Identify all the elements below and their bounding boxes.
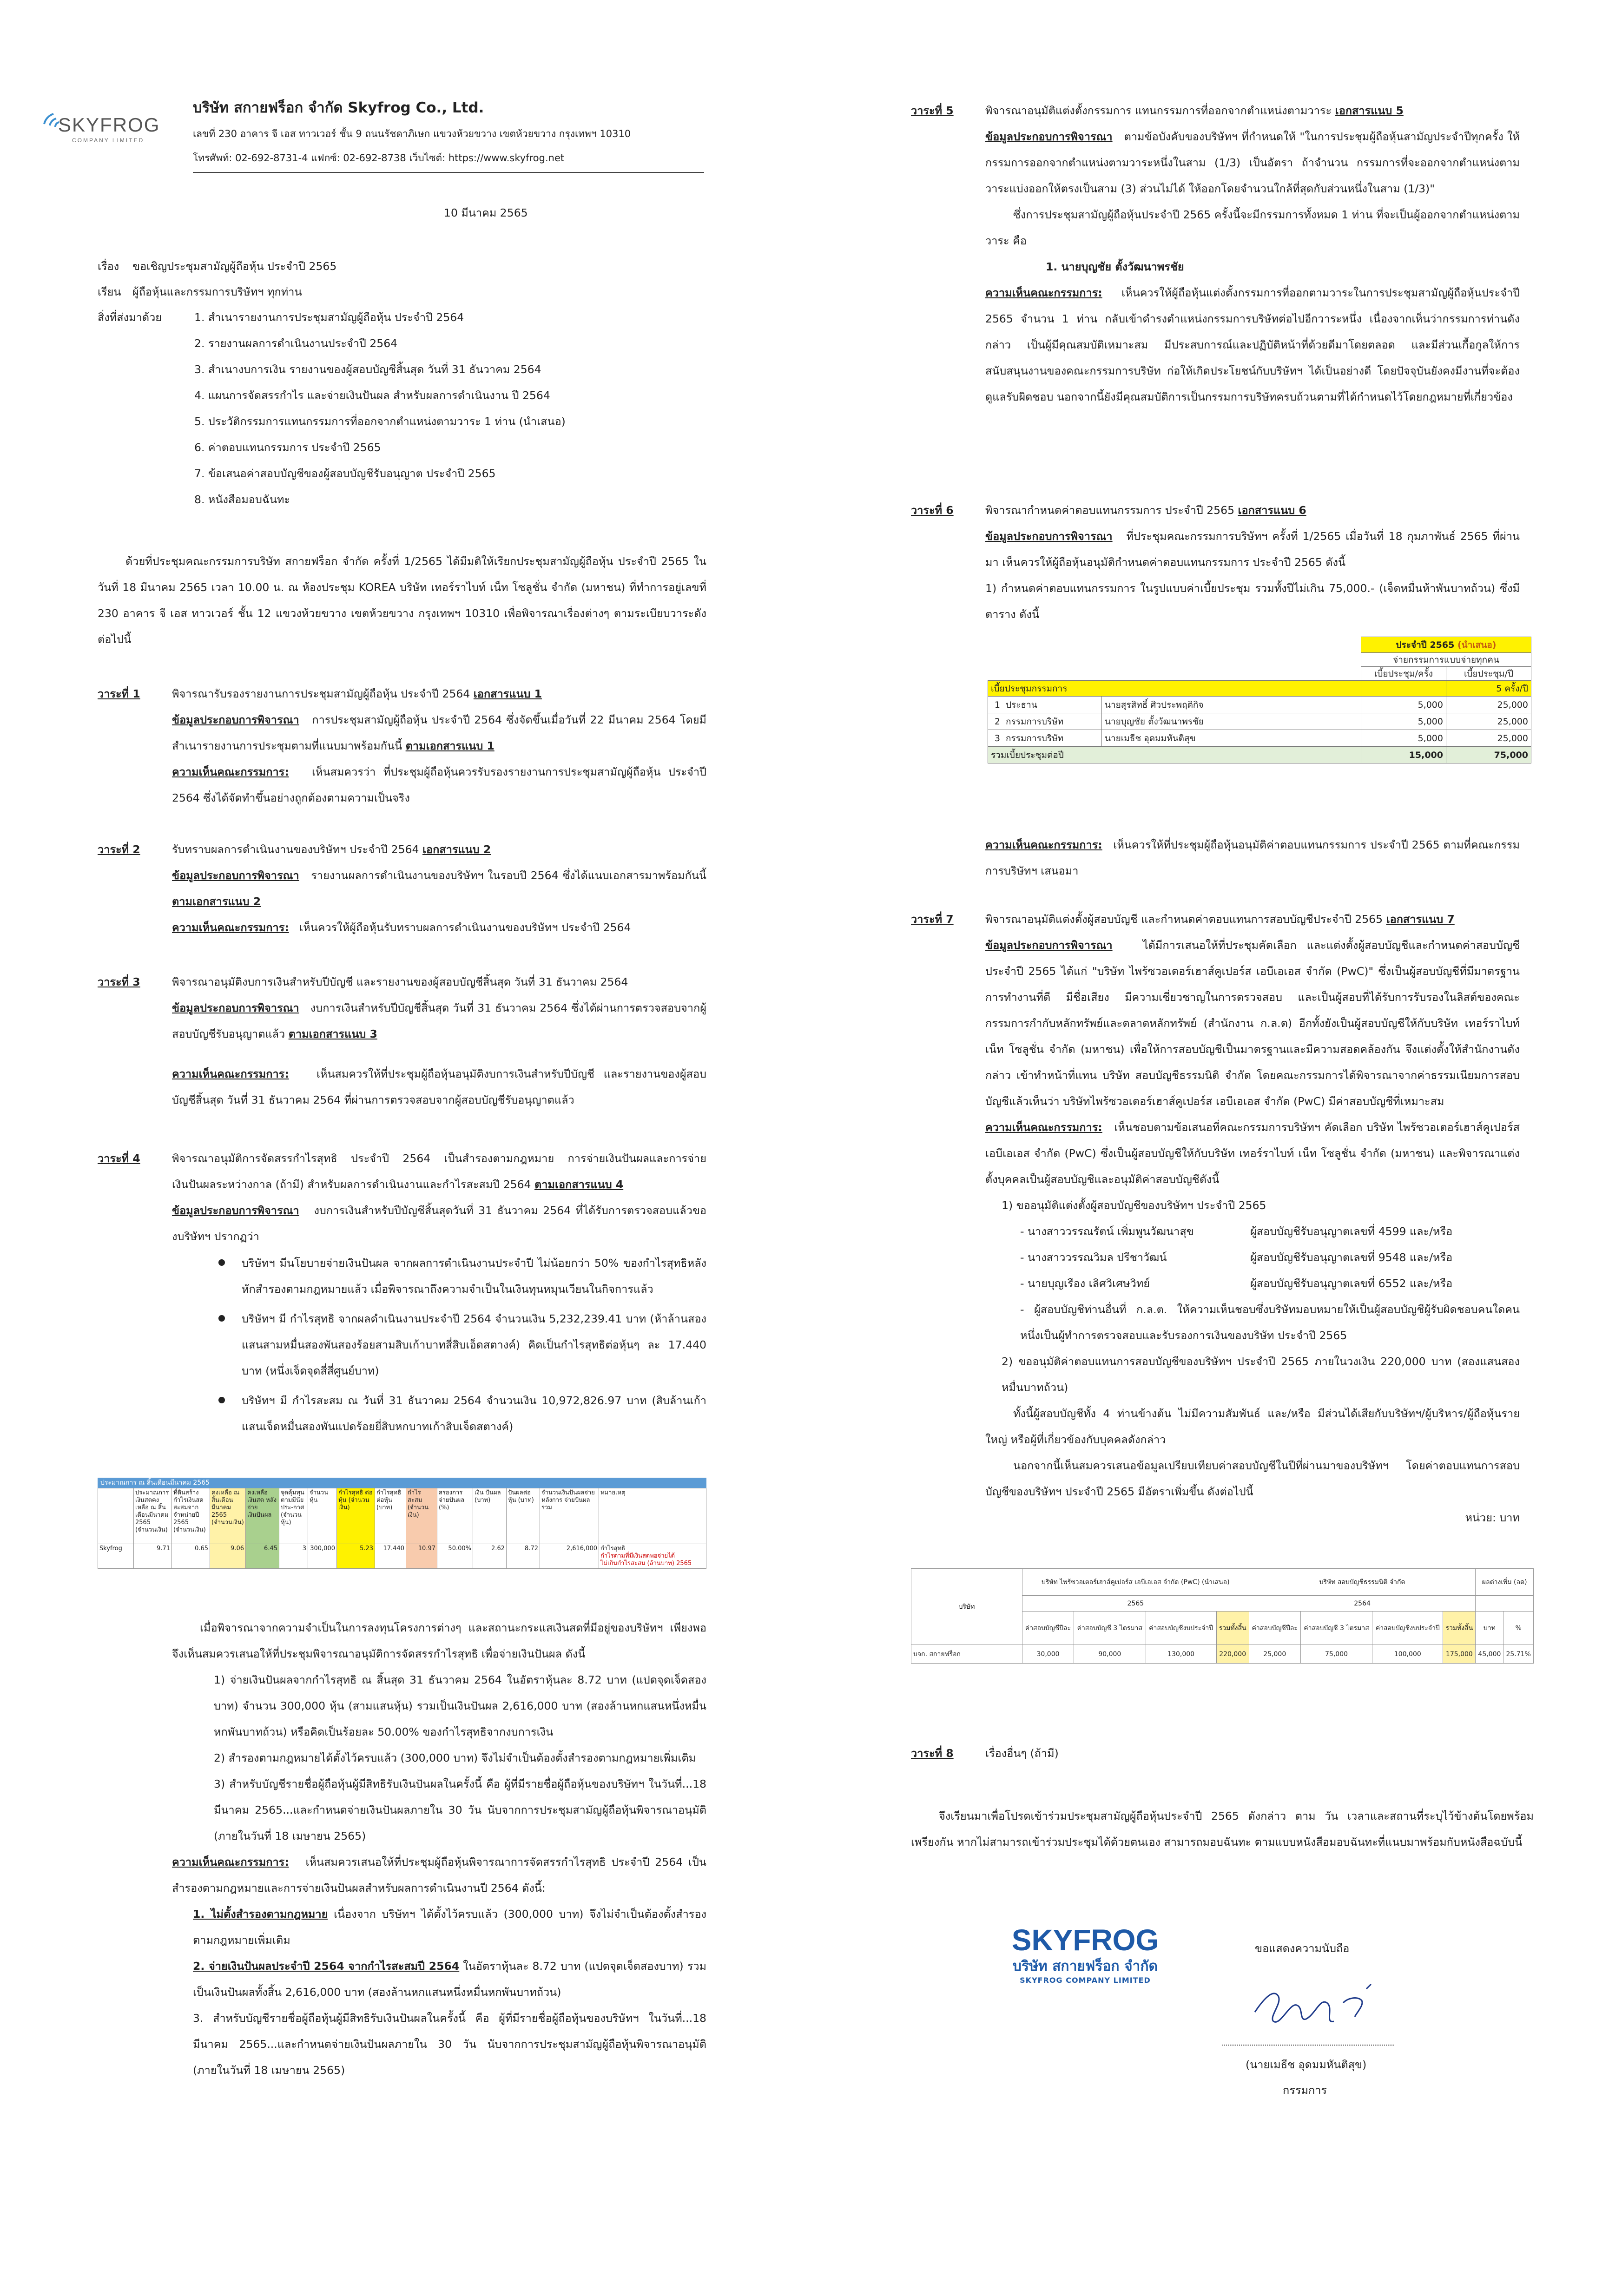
agenda-6-info-label: ข้อมูลประกอบการพิจารณา [985,530,1113,543]
table-header: กำไรสุทธิ ต่อหุ้น (บาท) [375,1488,406,1544]
fee-row-no: 2 [988,713,1003,730]
fee-meeting-count: 5 ครั้ง/ปี [1446,681,1531,697]
fee-cell: 220,000 [1216,1645,1249,1664]
logo-subtext: COMPANY LIMITED [72,137,145,144]
table-header: กำไรสุทธิ ต่อหุ้น (จำนวนเงิน) [337,1488,375,1544]
agenda-6-item1: 1) กำหนดค่าตอบแทนกรรมการ ในรูปแบบค่าเบี้ยประชุม รวมทั้งปีไม่เกิน 75,000.- (เจ็ดหมื่นห้าพันบาทถ้วน) ซึ่งมีตาราง ดังนี้ [985,582,1520,621]
table-header: คงเหลือ ณ สิ้นเดือนมีนาคม 2565 (จำนวนเงิน) [210,1488,246,1544]
agenda-3-info-label: ข้อมูลประกอบการพิจารณา [172,1001,299,1014]
agenda-5-nominee: 1. นายบุญชัย ตั้งวัฒนาพรชัย [1046,260,1184,273]
audit-fee-table [911,1568,1534,1664]
fee-col-header: เบี้ยประชุม/ครั้ง [1361,667,1446,681]
auditor-list [985,1218,1520,1296]
agenda-1-info: การประชุมสามัญผู้ถือหุ้น ประจำปี 2564 ซึ่งจัดขึ้นเมื่อวันที่ 22 มีนาคม 2564 โดยมีสำเนารายงานการประชุมตามที่แนบมาพร้อมกันนี้ [172,713,706,752]
bullet-icon [218,1315,225,1322]
agenda-3-opinion-label: ความเห็นคณะกรรมการ: [172,1067,289,1080]
fee-cell: 75,000 [1300,1645,1372,1664]
fee-subheader: ค่าสอบบัญชีปีละ [1022,1612,1074,1645]
agenda-6-body [985,497,1520,627]
director-fee-table [988,637,1531,763]
agenda-7-opinion-label: ความเห็นคณะกรรมการ: [985,1121,1102,1134]
table-cell: 17.440 [375,1544,406,1569]
agenda-5-info-label: ข้อมูลประกอบการพิจารณา [985,130,1113,143]
enclosure-item: 8. หนังสือมอบฉันทะ [194,493,290,506]
fee-pwc-header: บริษัท ไพร้ซวอเตอร์เฮาส์คูเปอร์ส เอบีเอเอส จำกัด (PwC) (นำเสนอ) [1022,1569,1249,1596]
subject-label: เรื่อง [98,260,119,273]
table-cell: 50.00% [437,1544,473,1569]
fee-row-role: กรรมการบริษัท [1003,730,1102,747]
agenda-2-info: รายงานผลการดำเนินงานของบริษัทฯ ในรอบปี 2564 ซึ่งได้แนบเอกสารมาพร้อมกันนี้ [311,869,706,882]
table-header: ปันผลต่อ หุ้น (บาท) [507,1488,540,1544]
fee-cell: 90,000 [1074,1645,1146,1664]
agenda-4-continued [172,1615,706,2083]
company-address: เลขที่ 230 อาคาร จี เอส ทาวเวอร์ ชั้น 9 ถนนรัชดาภิเษก แขวงห้วยขวาง เขตห้วยขวาง กรุงเทพฯ 10310 [193,128,631,139]
agenda-1-doc: เอกสารแนบ 1 [473,687,542,700]
agenda-4-opinion-label: ความเห็นคณะกรรมการ: [172,1855,289,1868]
table-cell: 2.62 [473,1544,507,1569]
agenda-2-doc: เอกสารแนบ 2 [422,843,491,856]
agenda-4-doc: ตามเอกสารแนบ 4 [534,1178,624,1191]
agenda-7-info: ได้มีการเสนอให้ที่ประชุมคัดเลือก และแต่งตั้งผู้สอบบัญชีและกำหนดค่าสอบบัญชี ประจำปี 2565 ได้แก่ "บริษัท ไพร้ซวอเตอร์เฮาส์คูเปอร์ส เอบีเอเอส จำกัด (PwC)" ซึ่งเป็นผู้สอบบัญชีที่มีมาตรฐานการทำงานที่ดี มีชื่อเสียง มีความเชี่ยวชาญในการตรวจสอบ และเป็นผู้สอบที่ได้รับการรับรองในลิสต์ของคณะกรรมการกำกับหลักทรัพย์และตลาดหลักทรัพย์ (สำนักงาน ก.ล.ต) อีกทั้งยังเป็นผู้สอบบัญชีให้กับบริษัท เทอร์ราไบท์ เน็ท โซลูชั่น จำกัด (มหาชน) เพื่อให้การสอบบัญชีเป็นมาตรฐานและมีความสอดคล้องกัน จึงแต่งตั้งให้สำนักงานดังกล่าว เข้าทำหน้าที่แทน บริษัท สอบบัญชีธรรมนิติ จำกัด โดยคณะกรรมการได้พิจารณาจากค่าธรรมเนียมการสอบบัญชีแล้วเห็นว่า บริษัทไพร้ซวอเตอร์เฮาส์คูเปอร์ส เอบีเอเอส จำกัด (PwC) มีค่าสอบบัญชีที่เหมาะสม [985,939,1520,1108]
agenda-4-opinion: เห็นสมควรเสนอให้ที่ประชุมผู้ถือหุ้นพิจารณาการจัดสรรกำไรสุทธิ ประจำปี 2564 เป็นสำรองตามกฎหมายและการจ่ายเงินปันผลสำหรับผลการดำเนินงานปี 2564 ดังนี้: [172,1855,706,1895]
letter-date: 10 มีนาคม 2565 [444,206,528,219]
agenda-7-para2: นอกจากนี้เห็นสมควรเสนอข้อมูลเปรียบเทียบค่าสอบบัญชีในปีที่ผ่านมาของบริษัทฯ โดยค่าตอบแทนการสอบบัญชีของบริษัทฯ ประจำปี 2565 มีอัตราเพิ่มขึ้น ดังต่อไปนี้ [985,1459,1520,1498]
signature-icon [1246,1970,1394,2040]
agenda-5-sub: ซึ่งการประชุมสามัญผู้ถือหุ้นประจำปี 2565 ครั้งนี้จะมีกรรมการทั้งหมด 1 ท่าน ที่จะเป็นผู้ออกจากตำแหน่งตามวาระ คือ [985,208,1520,247]
fee-subheader: ค่าสอบบัญชีงบประจำปี [1372,1612,1443,1645]
agenda-7-title: พิจารณาอนุมัติแต่งตั้งผู้สอบบัญชี และกำหนดค่าตอบแทนการสอบบัญชีประจำปี 2565 [985,913,1383,926]
agenda-6-opinion-block [985,832,1520,884]
auditor-license: ผู้สอบบัญชีรับอนุญาตเลขที่ 4599 และ/หรือ [1250,1225,1453,1238]
auditor-license: ผู้สอบบัญชีรับอนุญาตเลขที่ 6552 และ/หรือ [1250,1277,1453,1290]
fee-row-year: 25,000 [1446,713,1531,730]
agenda-7-doc: เอกสารแนบ 7 [1386,913,1455,926]
table-header: หมายเหตุ [599,1488,706,1544]
enclosure-item: 5. ประวัติกรรมการแทนกรรมการที่ออกจากตำแหน่งตามวาระ 1 ท่าน (นำเสนอ) [194,415,566,428]
agenda-6-label: วาระที่ 6 [911,504,954,517]
fee-cell: 25,000 [1249,1645,1300,1664]
table-header: สรองการ จ่ายปันผล (%) [437,1488,473,1544]
fee-pay-header: จ่ายกรรมการแบบจ่ายทุกคน [1361,653,1531,667]
table-note: กำไรตามที่มีเงินสดพอจ่ายได้ [600,1553,675,1559]
agenda-6-opinion: เห็นควรให้ที่ประชุมผู้ถือหุ้นอนุมัติค่าตอบแทนกรรมการ ประจำปี 2565 ตามที่คณะกรรมการบริษัทฯ เสนอมา [985,838,1520,877]
auditor-name: - นายบุญเรือง เลิศวิเศษวิทย์ [1020,1277,1150,1290]
agenda-2-label: วาระที่ 2 [98,843,140,856]
fee-company-col: บริษัท [911,1569,1022,1645]
closing-paragraph: จึงเรียนมาเพื่อโปรดเข้าร่วมประชุมสามัญผู้ถือหุ้นประจำปี 2565 ดังกล่าว ตาม วัน เวลาและสถานที่ระบุไว้ข้างต้นโดยพร้อมเพรียงกัน หากไม่สามารถเข้าร่วมประชุมได้ด้วยตนเอง สามารถมอบฉันทะ ตามแบบหนังสือมอบฉันทะที่แนบมาพร้อมกับหนังสือฉบับนี้ [911,1809,1534,1849]
signer-name: (นายเมธีช อุดมมหันติสุข) [1246,2058,1367,2071]
agenda-4-op-item: 1. ไม่ตั้งสำรองตามกฎหมาย เนื่องจาก บริษัทฯ ได้ตั้งไว้ครบแล้ว (300,000 บาท) จึงไม่จำเป็นต้องตั้งสำรองตามกฎหมายเพิ่มเติม [193,1908,707,1947]
fee-subheader: % [1503,1612,1534,1645]
agenda-7-para: ทั้งนี้ผู้สอบบัญชีทั้ง 4 ท่านข้างต้น ไม่มีความสัมพันธ์ และ/หรือ มีส่วนได้เสียกับบริษัทฯ/ผู้บริหาร/ผู้ถือหุ้นรายใหญ่ หรือผู้ที่เกี่ยวข้องกับบุคคลดังกล่าว [985,1407,1520,1446]
signature-line [1222,2045,1394,2046]
agenda-5-opinion-label: ความเห็นคณะกรรมการ: [985,286,1102,299]
agenda-1-opinion-label: ความเห็นคณะกรรมการ: [172,765,289,778]
table-header: จำนวนเงินปันผลจ่ายหลังการ จ่ายปันผลรวม [540,1488,599,1544]
dividend-table-title: ประมาณการ ณ สิ้นเดือนมีนาคม 2565 [98,1478,706,1488]
enclosure-item: 3. สำเนางบการเงิน รายงานของผู้สอบบัญชีสิ้นสุด วันที่ 31 ธันวาคม 2564 [194,363,541,376]
signer-position: กรรมการ [1283,2084,1327,2097]
table-note-label: กำไรสุทธิ [600,1545,626,1552]
company-stamp [1004,1924,1167,1993]
fee-cell: 175,000 [1443,1645,1476,1664]
agenda-7-body [985,906,1520,1531]
agenda-3-label: วาระที่ 3 [98,975,140,988]
agenda-1-title: พิจารณารับรองรายงานการประชุมสามัญผู้ถือหุ้น ประจำปี 2564 [172,687,470,700]
fee-meeting-label: เบี้ยประชุมกรรมการ [988,681,1361,697]
fee-row-per: 5,000 [1361,697,1446,713]
fee-row-name: นายสุรสิทธิ์ ศิวประพฤติกิจ [1102,697,1361,713]
agenda-4-info: งบการเงินสำหรับปีบัญชีสิ้นสุดวันที่ 31 ธันวาคม 2564 ที่ได้รับการตรวจสอบแล้วของบริษัทฯ ปรากฏว่า [172,1204,707,1243]
agenda-7-opinion: เห็นชอบตามข้อเสนอที่คณะกรรมการบริษัทฯ คัดเลือก บริษัท ไพร้ซวอเตอร์เฮาส์คูเปอร์ส เอบีเอเอส จำกัด (PwC) ซึ่งเป็นผู้สอบบัญชีให้กับบริษัท เทอร์ราไบท์ เน็ท โซลูชั่น จำกัด (มหาชน) และพิจารณาแต่งตั้งบุคคลเป็นผู้สอบบัญชีและอนุมัติค่าสอบบัญชีดังนี้ [985,1121,1520,1186]
agenda-6-doc: เอกสารแนบ 6 [1238,504,1306,517]
auditor-license: ผู้สอบบัญชีรับอนุญาตเลขที่ 9548 และ/หรือ [1250,1251,1453,1264]
to-label: เรียน [98,285,121,298]
fee-year-header: ประจำปี 2565 (นำเสนอ) [1361,637,1531,653]
agenda-2-info-doc: ตามเอกสารแนบ 2 [172,895,261,908]
agenda-1-body [172,681,706,811]
table-cell: 0.65 [172,1544,210,1569]
table-cell: 300,000 [308,1544,337,1569]
agenda-3-body [172,969,706,1113]
agenda-6-title: พิจารณากำหนดค่าตอบแทนกรรมการ ประจำปี 2565 [985,504,1235,517]
dividend-table [98,1478,706,1569]
fee-cell: 25.71% [1503,1645,1534,1664]
agenda-4-title: พิจารณาอนุมัติการจัดสรรกำไรสุทธิ ประจำปี 2564 เป็นสำรองตามกฎหมาย การจ่ายเงินปันผลและการจ่ายเงินปันผลระหว่างกาล (ถ้ามี) สำหรับผลการดำเนินงานและกำไรสะสมปี 2564 [172,1152,706,1191]
auditor-name: - นางสาววรรณวิมล ปรีชาวัฒน์ [1020,1251,1167,1264]
fee-cell: บจก. สกายฟร็อก [911,1645,1022,1664]
stamp-thai: บริษัท สกายฟร็อก จำกัด [1012,1958,1158,1974]
enclosure-item: 6. ค่าตอบแทนกรรมการ ประจำปี 2565 [194,441,381,454]
enclosure-item: 7. ข้อเสนอค่าสอบบัญชีของผู้สอบบัญชีรับอนุญาต ประจำปี 2565 [194,467,496,480]
agenda-7-op1: 1) ขออนุมัติแต่งตั้งผู้สอบบัญชีของบริษัทฯ ประจำปี 2565 [1002,1199,1266,1212]
table-header: คงเหลือเงินสด หลังจ่ายเงินปันผล [246,1488,279,1544]
agenda-4-bullet: บริษัทฯ มี กำไรสุทธิ จากผลดำเนินงานประจำปี 2564 จำนวนเงิน 5,232,239.41 บาท (ห้าล้านสองแสนสามหมื่นสองพันสองร้อยสามสิบเก้าบาทสี่สิบเอ็ดสตางค์) คิดเป็นกำไรสุทธิต่อหุ้นๆ ละ 17.440 บาท (หนึ่งเจ็ดจุดสี่สี่ศูนย์บาท) [242,1312,706,1377]
agenda-4-op-item: 2. จ่ายเงินปันผลประจำปี 2564 จากกำไรสะสมปี 2564 ในอัตราหุ้นละ 8.72 บาท (แปดจุดเจ็ดสองบาท) รวมเป็นเงินปันผลทั้งสิ้น 2,616,000 บาท (สองล้านหกแสนหนึ่งหมื่นหกพันบาทถ้วน) [193,1960,707,1999]
agenda-5-info: ตามข้อบังคับของบริษัทฯ ที่กำหนดให้ "ในการประชุมผู้ถือหุ้นสามัญประจำปีทุกครั้ง ให้กรรมการออกจากตำแหน่งตามวาระหนึ่งในสาม (1/3) เป็นอัตรา ถ้าจำนวน กรรมการที่จะออกจากตำแหน่งตามวาระแบ่งออกให้ตรงเป็นสาม (3) ส่วนไม่ได้ ให้ออกโดยจำนวนใกล้ที่สุดกับส่วนหนึ่งในสาม (1/3)" [985,130,1520,195]
agenda-5-doc: เอกสารแนบ 5 [1335,104,1404,117]
table-cell: 2,616,000 [540,1544,599,1569]
agenda-7-unit: หน่วย: บาท [1465,1511,1520,1524]
fee-subheader: รวมทั้งสิ้น [1216,1612,1249,1645]
agenda-3-title: พิจารณาอนุมัติงบการเงินสำหรับปีบัญชี และรายงานของผู้สอบบัญชีสิ้นสุด วันที่ 31 ธันวาคม 2564 [172,975,628,988]
agenda-6-opinion-label: ความเห็นคณะกรรมการ: [985,838,1102,851]
fee-row-no: 3 [988,730,1003,747]
fee-row-role: กรรมการบริษัท [1003,713,1102,730]
agenda-2-info-label: ข้อมูลประกอบการพิจารณา [172,869,299,882]
regards: ขอแสดงความนับถือ [1255,1942,1350,1955]
table-header: กำไร สะสม (จำนวนเงิน) [406,1488,437,1544]
agenda-1-opinion: เห็นสมควรว่า ที่ประชุมผู้ถือหุ้นควรรับรองรายงานการประชุมสามัญผู้ถือหุ้น ประจำปี 2564 ซึ่งได้จัดทำขึ้นอย่างถูกต้องตามความเป็นจริง [172,765,706,804]
auditor-name: - นางสาววรรณรัตน์ เพิ่มพูนวัฒนาสุข [1020,1225,1194,1238]
table-cell: 9.71 [134,1544,172,1569]
to-text: ผู้ถือหุ้นและกรรมการบริษัทฯ ทุกท่าน [132,285,302,298]
table-header [98,1488,134,1544]
fee-row-year: 25,000 [1446,697,1531,713]
fee-row-year: 25,000 [1446,730,1531,747]
fee-total-per: 15,000 [1361,747,1446,763]
table-cell: 3 [279,1544,308,1569]
agenda-4-bullet: บริษัทฯ มี กำไรสะสม ณ วันที่ 31 ธันวาคม 2564 จำนวนเงิน 10,972,826.97 บาท (สิบล้านเก้าแสนเจ็ดหมื่นสองพันแปดร้อยยี่สิบหกบาทเก้าสิบเจ็ดสตางค์) [242,1394,706,1433]
fee-cell: 45,000 [1476,1645,1503,1664]
agenda-4-label: วาระที่ 4 [98,1152,140,1165]
fee-cell: 30,000 [1022,1645,1074,1664]
fee-subheader: รวมทั้งสิ้น [1443,1612,1476,1645]
agenda-7-info-label: ข้อมูลประกอบการพิจารณา [985,939,1113,952]
fee-row-per: 5,000 [1361,730,1446,747]
fee-row-name: นายเมธีช อุดมมหันติสุข [1102,730,1361,747]
agenda-2-body [172,836,706,941]
fee-row-per: 5,000 [1361,713,1446,730]
logo-text: SKYFROG [58,114,160,136]
bullet-icon [218,1259,225,1266]
agenda-4-item: 3) สำหรับบัญชีรายชื่อผู้ถือหุ้นผู้มีสิทธิรับเงินปันผลในครั้งนี้ คือ ผู้ที่มีรายชื่อผู้ถือหุ้นของบริษัทฯ ในวันที่...18 มีนาคม 2565...และกำหนดจ่ายเงินปันผลภายใน 30 วัน นับจากการประชุมสามัญผู้ถือหุ้นพิจารณาอนุมัติ (ภายในวันที่ 18 เมษายน 2565) [214,1777,706,1842]
fee-row-name: นายบุญชัย ตั้งวัฒนาพรชัย [1102,713,1361,730]
fee-cell: 130,000 [1146,1645,1216,1664]
table-cell [599,1544,706,1569]
fee-total-year: 75,000 [1446,747,1531,763]
fee-year: 2565 [1022,1596,1249,1612]
fee-subheader: บาท [1476,1612,1503,1645]
table-header: จุดคุ้มทุน ตามมีนัย ประ-กาศ (จำนวน หุ้น) [279,1488,308,1544]
agenda-5-label: วาระที่ 5 [911,104,954,117]
agenda-6-info: ที่ประชุมคณะกรรมการบริษัทฯ ครั้งที่ 1/2565 เมื่อวันที่ 18 กุมภาพันธ์ 2565 ที่ผ่านมา เห็นควรให้ผู้ถือหุ้นอนุมัติกำหนดค่าตอบแทนกรรมการ ประจำปี 2565 ดังนี้ [985,530,1520,569]
agenda-4-item: 2) สำรองตามกฎหมายได้ตั้งไว้ครบแล้ว (300,000 บาท) จึงไม่จำเป็นต้องตั้งสำรองตามกฎหมายเพิ่มเติม [214,1751,696,1764]
table-cell: 10.97 [406,1544,437,1569]
agenda-7-other: - ผู้สอบบัญชีท่านอื่นที่ ก.ล.ต. ให้ความเห็นชอบซึ่งบริษัทมอบหมายให้เป็นผู้สอบบัญชีผู้รับผิดชอบคนใดคนหนึ่งเป็นผู้ทำการตรวจสอบและรับรองการเงินของบริษัท ประจำปี 2565 [1020,1303,1520,1342]
fee-cell: 100,000 [1372,1645,1443,1664]
fee-row-no: 1 [988,697,1003,713]
company-contact: โทรศัพท์: 02-692-8731-4 แฟกซ์: 02-692-8738 เว็บไซต์: https://www.skyfrog.net [193,152,565,164]
fee-dharmaniti-header: บริษัท สอบบัญชีธรรมนิติ จำกัด [1249,1569,1476,1596]
agenda-2-opinion-label: ความเห็นคณะกรรมการ: [172,921,289,934]
table-cell: 6.45 [246,1544,279,1569]
agenda-1-info-doc: ตามเอกสารแนบ 1 [405,739,495,752]
bullet-icon [218,1397,225,1403]
fee-subheader: ค่าสอบบัญชีปีละ [1249,1612,1300,1645]
agenda-4-bullet: บริษัทฯ มีนโยบายจ่ายเงินปันผล จากผลการดำเนินงานประจำปี ไม่น้อยกว่า 50% ของกำไรสุทธิหลังหักสำรองตามกฎหมายแล้ว เมื่อพิจารณาถึงความจำเป็นในเงินทุนหมุนเวียนในกิจการแล้ว [242,1257,706,1296]
stamp-en: SKYFROG COMPANY LIMITED [1020,1976,1151,1985]
agenda-5-opinion: เห็นควรให้ผู้ถือหุ้นแต่งตั้งกรรมการที่ออกตามวาระในการประชุมสามัญผู้ถือหุ้นประจำปี 2565 จำนวน 1 ท่าน กลับเข้าดำรงตำแหน่งกรรมการบริษัทต่อไปอีกวาระหนึ่ง เนื่องจากเห็นว่ากรรมการท่านดังกล่าว เป็นผู้มีคุณสมบัติเหมาะสม มีประสบการณ์และปฏิบัติหน้าที่ด้วยดีมาโดยตลอด และมีส่วนเกื้อกูลให้การสนับสนุนงานของคณะกรรมการบริษัท ก่อให้เกิดประโยชน์กับบริษัทฯ ได้เป็นอย่างดี โดยปัจจุบันยังคงมีงานที่จะต้องดูแลรับผิดชอบ นอกจากนี้ยังมีคุณสมบัติการเป็นกรรมการบริษัทครบถ้วนตามที่ได้กำหนดไว้โดยกฎหมายที่เกี่ยวข้อง [985,286,1520,403]
table-cell: Skyfrog [98,1544,134,1569]
enclosure-item: 2. รายงานผลการดำเนินงานประจำปี 2564 [194,337,398,350]
table-header: ประมาณการเงินสดคงเหลือ ณ สิ้นเดือนมีนาคม 2565 (จำนวนเงิน) [134,1488,172,1544]
header-divider [193,172,704,173]
subject-text: ขอเชิญประชุมสามัญผู้ถือหุ้น ประจำปี 2565 [132,260,337,273]
table-header: ที่ดินสร้างกำไรเงินสดสะสมจากจำหน่ายปี 2565 (จำนวนเงิน) [172,1488,210,1544]
table-cell: 5.23 [337,1544,375,1569]
enclosure-item: 1. สำเนารายงานการประชุมสามัญผู้ถือหุ้น ประจำปี 2564 [194,311,464,324]
fee-subheader: ค่าสอบบัญชีงบประจำปี [1146,1612,1216,1645]
table-cell: 9.06 [210,1544,246,1569]
enclosure-item: 4. แผนการจัดสรรกำไร และจ่ายเงินปันผล สำหรับผลการดำเนินงาน ปี 2564 [194,389,550,402]
agenda-4-bullets [218,1250,706,1440]
table-cell: 8.72 [507,1544,540,1569]
agenda-3-info: งบการเงินสำหรับปีบัญชีสิ้นสุด วันที่ 31 ธันวาคม 2564 ซึ่งได้ผ่านการตรวจสอบจากผู้สอบบัญชีรับอนุญาตแล้ว [172,1001,706,1040]
agenda-4-item: 1) จ่ายเงินปันผลจากกำไรสุทธิ ณ สิ้นสุด 31 ธันวาคม 2564 ในอัตราหุ้นละ 8.72 บาท (แปดจุดเจ็ดสองบาท) จำนวน 300,000 หุ้น (สามแสนหุ้น) รวมเป็นเงินปันผล 2,616,000 บาท (สองล้านหกแสนหนึ่งหมื่นหกพันบาทถ้วน) หรือคิดเป็นร้อยละ 50.00% ของกำไรสุทธิจากงบการเงิน [214,1673,706,1738]
agenda-2-opinion: เห็นควรให้ผู้ถือหุ้นรับทราบผลการดำเนินงานของบริษัทฯ ประจำปี 2564 [299,921,631,934]
table-header: จำนวนหุ้น [308,1488,337,1544]
fee-year: 2564 [1249,1596,1476,1612]
agenda-7-label: วาระที่ 7 [911,913,954,926]
agenda-1-label: วาระที่ 1 [98,687,140,700]
intro-paragraph: ด้วยที่ประชุมคณะกรรมการบริษัท สกายฟร็อก จำกัด ครั้งที่ 1/2565 ได้มีมติให้เรียกประชุมสามัญผู้ถือหุ้น ประจำปี 2565 ในวันที่ 18 มีนาคม 2565 เวลา 10.00 น. ณ ห้องประชุม KOREA บริษัท เทอร์ราไบท์ เน็ท โซลูชั่น จำกัด (มหาชน) ที่ทำการอยู่เลขที่ 230 อาคาร จี เอส ทาวเวอร์ ชั้น 12 แขวงห้วยขวาง เขตห้วยขวาง กรุงเทพฯ 10310 เพื่อพิจารณาเรื่องต่างๆ ตามระเบียบวาระดังต่อไปนี้ [98,555,706,646]
table-note: ไม่เกินกำไรสะสม (ล้านบาท) 2565 [600,1560,692,1567]
agenda-7-op2: 2) ขออนุมัติค่าตอบแทนการสอบบัญชีของบริษัทฯ ประจำปี 2565 ภายในวงเงิน 220,000 บาท (สองแสนสองหมื่นบาทถ้วน) [1002,1355,1520,1394]
fee-subheader: ค่าสอบบัญชี 3 ไตรมาส [1074,1612,1146,1645]
agenda-4-considered: เมื่อพิจารณาจากความจำเป็นในการลงทุนโครงการต่างๆ และสถานะกระแสเงินสดที่มีอยู่ของบริษัทฯ เพียงพอจึงเห็นสมควรเสนอให้ที่ประชุมพิจารณาอนุมัติการจัดสรรกำไรสุทธิ เพื่อจ่ายเงินปันผล ดังนี้ [172,1621,706,1660]
agenda-4-op-item: 3. สำหรับบัญชีรายชื่อผู้ถือหุ้นผู้มีสิทธิรับเงินปันผลในครั้งนี้ คือ ผู้ที่มีรายชื่อผู้ถือหุ้นของบริษัทฯ ในวันที่...18 มีนาคม 2565...และกำหนดจ่ายเงินปันผลภายใน 30 วัน นับจากการประชุมสามัญผู้ถือหุ้นพิจารณาอนุมัติ (ภายในวันที่ 18 เมษายน 2565) [193,2012,706,2077]
agenda-5-body [985,98,1520,410]
agenda-2-title: รับทราบผลการดำเนินงานของบริษัทฯ ประจำปี 2564 [172,843,419,856]
company-logo [40,100,174,146]
enclosures-list [194,304,566,513]
agenda-8-title: เรื่องอื่นๆ (ถ้ามี) [985,1747,1059,1760]
agenda-4-info-label: ข้อมูลประกอบการพิจารณา [172,1204,299,1217]
agenda-3-info-doc: ตามเอกสารแนบ 3 [288,1027,377,1040]
company-name: บริษัท สกายฟร็อก จำกัด Skyfrog Co., Ltd. [193,99,484,116]
fee-row-role: ประธาน [1003,697,1102,713]
fee-subheader: ค่าสอบบัญชี 3 ไตรมาส [1300,1612,1372,1645]
agenda-1-info-label: ข้อมูลประกอบการพิจารณา [172,713,299,726]
agenda-3-opinion: เห็นสมควรให้ที่ประชุมผู้ถือหุ้นอนุมัติงบการเงินสำหรับปีบัญชี และรายงานของผู้สอบบัญชีสิ้นสุด วันที่ 31 ธันวาคม 2564 ที่ผ่านการตรวจสอบจากผู้สอบบัญชีรับอนุญาตแล้ว [172,1067,706,1106]
table-header: เงิน ปันผล (บาท) [473,1488,507,1544]
fee-total-label: รวมเบี้ยประชุมต่อปี [988,747,1361,763]
fee-diff-header: ผลต่างเพิ่ม (ลด) [1476,1569,1534,1596]
agenda-5-title: พิจารณาอนุมัติแต่งตั้งกรรมการ แทนกรรมการที่ออกจากตำแหน่งตามวาระ [985,104,1332,117]
stamp-title: SKYFROG [1011,1923,1159,1957]
enclosures-label: สิ่งที่ส่งมาด้วย [98,311,162,324]
agenda-4-body [172,1145,706,1250]
fee-col-header: เบี้ยประชุม/ปี [1446,667,1531,681]
agenda-8-label: วาระที่ 8 [911,1747,954,1760]
